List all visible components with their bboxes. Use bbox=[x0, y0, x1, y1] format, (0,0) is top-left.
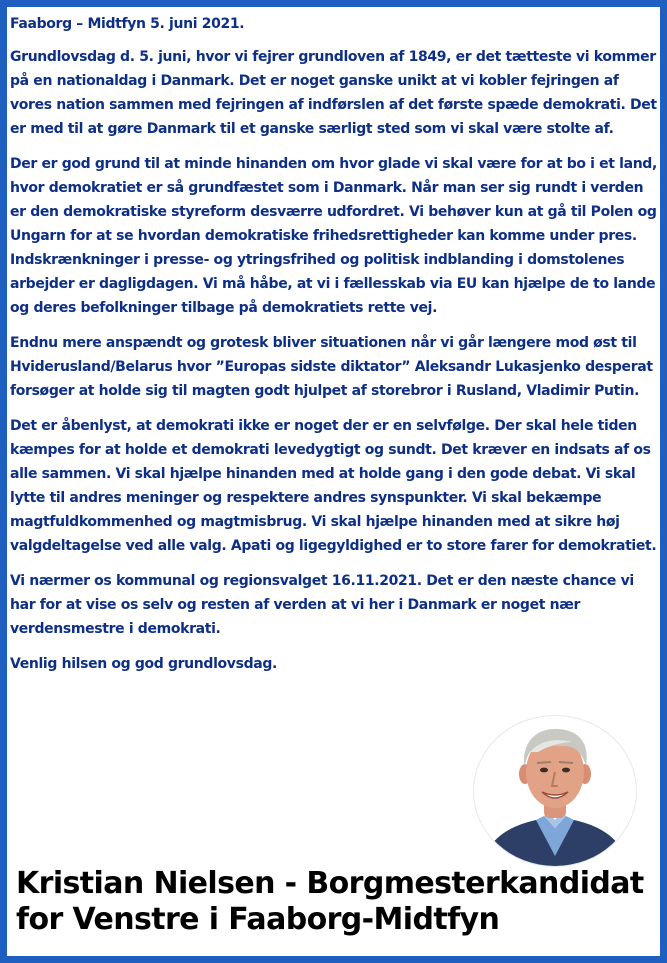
paragraph-demokrati-grundfaestet: Der er god grund til at minde hinanden om hvor glade vi skal være for at bo i et land, hvor demokratiet er så grundfæstet som i Danmark. Når man ser sig rundt i verden er den demokratiske styreform desværre udfordret. Vi behøver kun at gå til Polen og Ungarn for at se hvordan demokratiske frihedsrettigheder kan komme under pres. Indskrænkninger i presse- og ytringsfrihed og politisk indblanding i domstolenes arbejder er dagligdagen. Vi må håbe, at vi i fællesskab via EU kan hjælpe de to lande og deres befolkninger tilbage på demokratiets rette vej. bbox=[10, 156, 657, 316]
dateline: Faaborg – Midtfyn 5. juni 2021. bbox=[10, 16, 245, 32]
signature-name-title: Kristian Nielsen - Borgmesterkandidat bbox=[16, 866, 644, 901]
paragraph-kommunalvalg: Vi nærmer os kommunal og regionsvalget 16.11.2021. Det er den næste chance vi har for at vise os selv og resten af verden at vi her i Danmark er noget nær verdensmestre i demokrati. bbox=[10, 573, 634, 637]
signature bbox=[16, 866, 656, 938]
portrait-illustration bbox=[474, 716, 636, 866]
paragraph-demokrati-selvfoelge: Det er åbenlyst, at demokrati ikke er noget der er en selvfølge. Der skal hele tiden kæmpes for at holde et demokrati levedygtigt og sundt. Det kræver en indsats af os alle sammen. Vi skal hjælpe hinanden med at holde gang i den gode debat. Vi skal lytte til andres meninger og respektere andres synspunkter. Vi skal bekæmpe magtfuldkommenhed og magtmisbrug. Vi skal hjælpe hinanden med at sikre høj valgdeltagelse ved alle valg. Apati og ligegyldighed er to store farer for demokratiet. bbox=[10, 418, 657, 554]
signature-party-municipality: for Venstre i Faaborg-Midtfyn bbox=[16, 902, 500, 937]
closing-greeting: Venlig hilsen og god grundlovsdag. bbox=[10, 656, 277, 672]
letter-body bbox=[10, 12, 660, 687]
paragraph-grundlovsdag: Grundlovsdag d. 5. juni, hvor vi fejrer grundloven af 1849, er det tætteste vi kommer på en nationaldag i Danmark. Det er noget ganske unikt at vi kobler fejringen af vores nation sammen med fejringen af indførslen af det første spæde demokrati. Det er med til at gøre Danmark til et ganske særligt sted som vi skal være stolte af. bbox=[10, 49, 657, 137]
paragraph-belarus: Endnu mere anspændt og grotesk bliver situationen når vi går længere mod øst til Hviderusland/Belarus hvor ”Europas sidste diktator” Aleksandr Lukasjenko desperat forsøger at holde sig til magten godt hjulpet af storebror i Rusland, Vladimir Putin. bbox=[10, 335, 653, 399]
candidate-portrait bbox=[474, 716, 636, 866]
